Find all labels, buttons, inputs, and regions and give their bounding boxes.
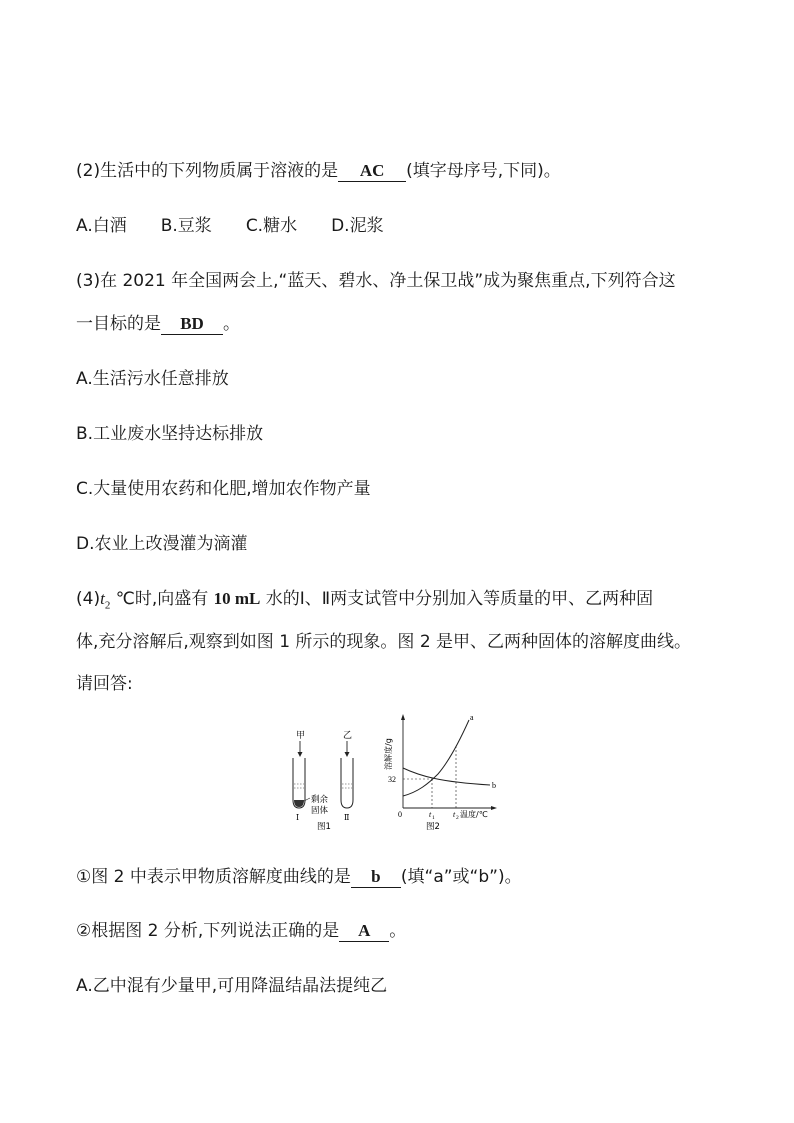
question-4-text-b: 水的Ⅰ、Ⅱ两支试管中分别加入等质量的甲、乙两种固 xyxy=(260,589,654,609)
arrowhead-yi xyxy=(345,752,350,757)
question-4-line1 xyxy=(76,588,653,616)
answer-blank-sub2[interactable]: A xyxy=(339,921,389,942)
question-4-number: (4) xyxy=(76,589,101,609)
curve-a xyxy=(403,720,469,796)
option-d[interactable]: D.泥浆 xyxy=(331,216,384,236)
question-2-options xyxy=(76,215,418,237)
question-4-text-a: ℃时,向盛有 xyxy=(110,589,214,609)
sub-question-2 xyxy=(76,920,406,942)
origin-label: 0 xyxy=(398,810,402,819)
q3-option-c[interactable]: C.大量使用农药和化肥,增加农作物产量 xyxy=(76,479,371,499)
y-axis-arrow xyxy=(401,714,405,720)
option-b[interactable]: B.豆浆 xyxy=(160,216,212,236)
sub-question-2-prefix: ②根据图 2 分析,下列说法正确的是 xyxy=(76,921,340,941)
question-2-suffix: (填字母序号,下同)。 xyxy=(406,161,561,181)
sub-question-2-option-a[interactable]: A.乙中混有少量甲,可用降温结晶法提纯乙 xyxy=(76,976,388,996)
question-3-line2 xyxy=(76,313,240,335)
option-a[interactable]: A.白酒 xyxy=(76,216,127,236)
answer-blank-sub1[interactable]: b xyxy=(351,867,401,888)
question-3-line1: (3)在 2021 年全国两会上,“蓝天、碧水、净土保卫战”成为聚焦重点,下列符合这 xyxy=(76,271,676,291)
t1-label: t xyxy=(429,810,432,819)
question-2-prefix: (2)生活中的下列物质属于溶液的是 xyxy=(76,161,339,181)
solubility-figure xyxy=(280,712,510,841)
question-4-line3: 请回答: xyxy=(76,674,133,694)
y-tick-32: 32 xyxy=(388,775,396,784)
question-3-suffix: 。 xyxy=(223,314,240,334)
question-4-line2: 体,充分溶解后,观察到如图 1 所示的现象。图 2 是甲、乙两种固体的溶解度曲线。 xyxy=(76,632,692,652)
temp-symbol: t xyxy=(100,589,105,608)
t2-subscript: 2 xyxy=(456,815,459,821)
label-yi: 乙 xyxy=(343,731,353,741)
x-axis-arrow xyxy=(491,806,497,810)
sub-question-1 xyxy=(76,866,522,888)
option-c[interactable]: C.糖水 xyxy=(245,216,298,236)
residue-label-2: 固体 xyxy=(311,806,329,816)
tube-1-label: Ⅰ xyxy=(296,813,300,822)
answer-blank-q2[interactable]: AC xyxy=(338,161,406,182)
q3-option-d[interactable]: D.农业上改漫灌为滴灌 xyxy=(76,534,248,554)
residue-solid xyxy=(294,800,304,807)
figure-2-caption: 图2 xyxy=(426,822,440,832)
question-2-stem xyxy=(76,160,561,182)
figure-1 xyxy=(293,730,353,832)
test-tube-2 xyxy=(341,758,353,808)
temp-subscript: 2 xyxy=(104,599,111,612)
q3-option-a[interactable]: A.生活污水任意排放 xyxy=(76,369,229,389)
volume-value: 10 mL xyxy=(213,589,261,608)
residue-label-1: 剩余 xyxy=(311,795,329,805)
figure-2 xyxy=(383,713,497,832)
arrowhead-jia xyxy=(298,752,303,757)
curve-b-label: b xyxy=(492,781,496,790)
label-jia: 甲 xyxy=(296,731,306,741)
sub-question-2-suffix: 。 xyxy=(389,921,407,941)
figure-1-caption: 图1 xyxy=(317,822,331,832)
curve-a-label: a xyxy=(470,713,474,722)
question-3-prefix: 一目标的是 xyxy=(76,314,161,334)
x-axis-label: 温度/℃ xyxy=(460,810,488,819)
t2-label: t xyxy=(453,810,456,819)
y-axis-label: 溶解度/g xyxy=(384,738,393,770)
figure-svg xyxy=(280,712,510,837)
sub-question-1-prefix: ①图 2 中表示甲物质溶解度曲线的是 xyxy=(76,867,351,887)
sub-question-1-suffix: (填“a”或“b”)。 xyxy=(400,867,522,887)
curve-b xyxy=(403,768,490,785)
answer-blank-q3[interactable]: BD xyxy=(161,314,223,335)
q3-option-b[interactable]: B.工业废水坚持达标排放 xyxy=(76,424,264,444)
tube-2-label: Ⅱ xyxy=(344,813,350,822)
t1-subscript: 1 xyxy=(432,815,435,821)
